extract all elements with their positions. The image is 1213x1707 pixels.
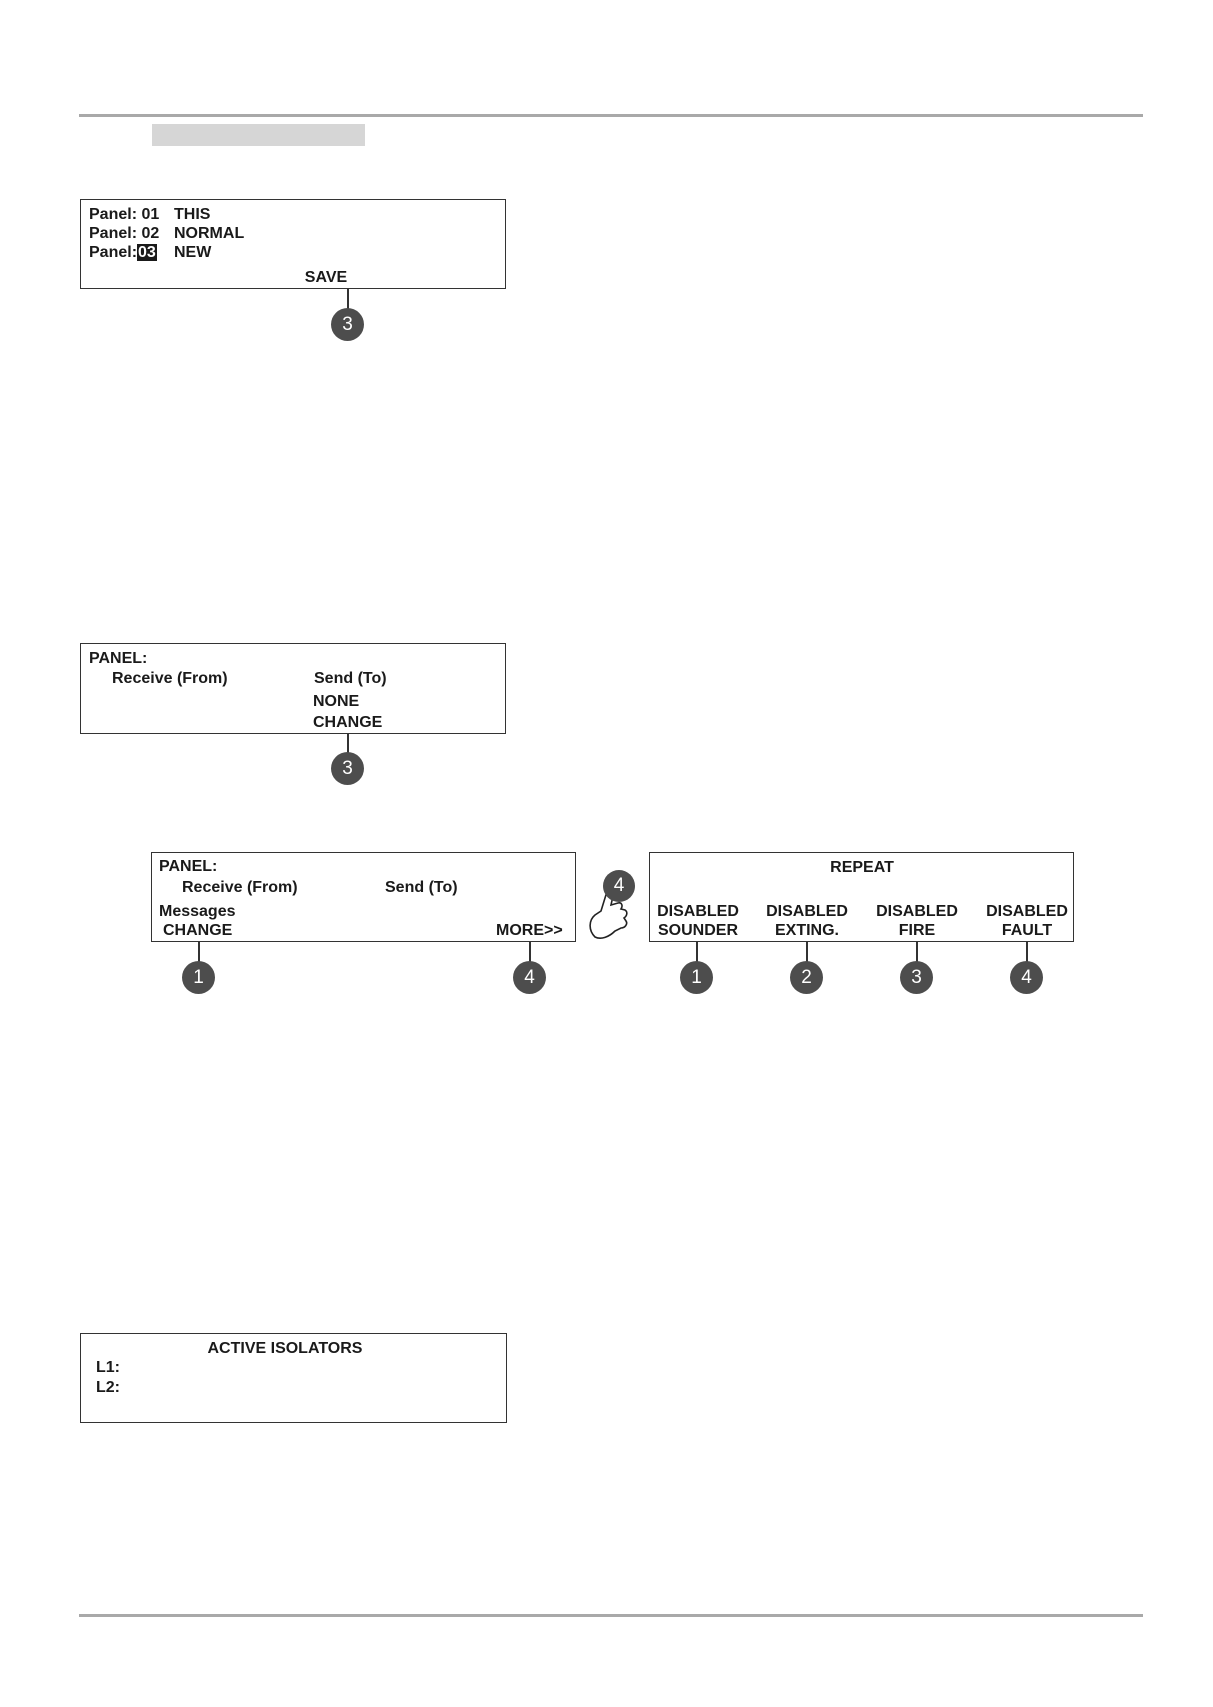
- bottom-rule: [79, 1614, 1143, 1617]
- repeat-settings-screen: [649, 852, 1074, 942]
- messages-label: Messages: [159, 903, 236, 920]
- callout-badge-1: 1: [680, 961, 713, 994]
- callout-badge-3: 3: [331, 308, 364, 341]
- callout-badge-1: 1: [182, 961, 215, 994]
- change-softkey[interactable]: CHANGE: [313, 714, 383, 731]
- fault-state: DISABLED: [986, 903, 1068, 920]
- panel-messages-screen: [151, 852, 576, 942]
- send-header: Send (To): [385, 879, 458, 896]
- screen-title: ACTIVE ISOLATORS: [207, 1340, 363, 1357]
- panel-row-2-label: Panel: 02: [89, 225, 160, 242]
- send-value: NONE: [313, 693, 360, 710]
- panel-row-1-status: THIS: [174, 206, 211, 223]
- sounder-softkey[interactable]: SOUNDER: [657, 922, 738, 939]
- panel-row-2-status: NORMAL: [174, 225, 245, 242]
- exting-state: DISABLED: [766, 903, 848, 920]
- isolator-line-2: L2:: [96, 1379, 120, 1396]
- isolator-line-1: L1:: [96, 1359, 120, 1376]
- exting-softkey[interactable]: EXTING.: [774, 922, 839, 939]
- save-softkey[interactable]: SAVE: [304, 269, 348, 286]
- panel-row-1-label: Panel: 01: [89, 206, 160, 223]
- top-rule: [79, 114, 1143, 117]
- sounder-state: DISABLED: [657, 903, 739, 920]
- panel-number-cursor[interactable]: 03: [138, 244, 156, 261]
- screen-title: PANEL:: [159, 858, 218, 875]
- panel-send-receive-screen: [80, 643, 506, 734]
- receive-header: Receive (From): [182, 879, 298, 896]
- more-softkey[interactable]: MORE>>: [496, 922, 563, 939]
- callout-badge-4: 4: [1010, 961, 1043, 994]
- screen-title: REPEAT: [830, 859, 894, 876]
- callout-badge-2: 2: [790, 961, 823, 994]
- section-title-bar: [152, 124, 365, 146]
- panel-row-3-status: NEW: [174, 244, 212, 261]
- fire-state: DISABLED: [876, 903, 958, 920]
- fire-softkey[interactable]: FIRE: [898, 922, 936, 939]
- press-badge-4: 4: [603, 870, 635, 902]
- panel-list-screen: [80, 199, 506, 289]
- screen-title: PANEL:: [89, 650, 148, 667]
- active-isolators-screen: [80, 1333, 507, 1423]
- change-softkey[interactable]: CHANGE: [163, 922, 233, 939]
- send-header: Send (To): [314, 670, 387, 687]
- callout-badge-3: 3: [900, 961, 933, 994]
- panel-row-3-prefix: Panel:: [89, 244, 138, 261]
- callout-badge-4: 4: [513, 961, 546, 994]
- panel-row-3-label: [89, 244, 157, 262]
- receive-header: Receive (From): [112, 670, 228, 687]
- fault-softkey[interactable]: FAULT: [1001, 922, 1053, 939]
- callout-badge-3: 3: [331, 752, 364, 785]
